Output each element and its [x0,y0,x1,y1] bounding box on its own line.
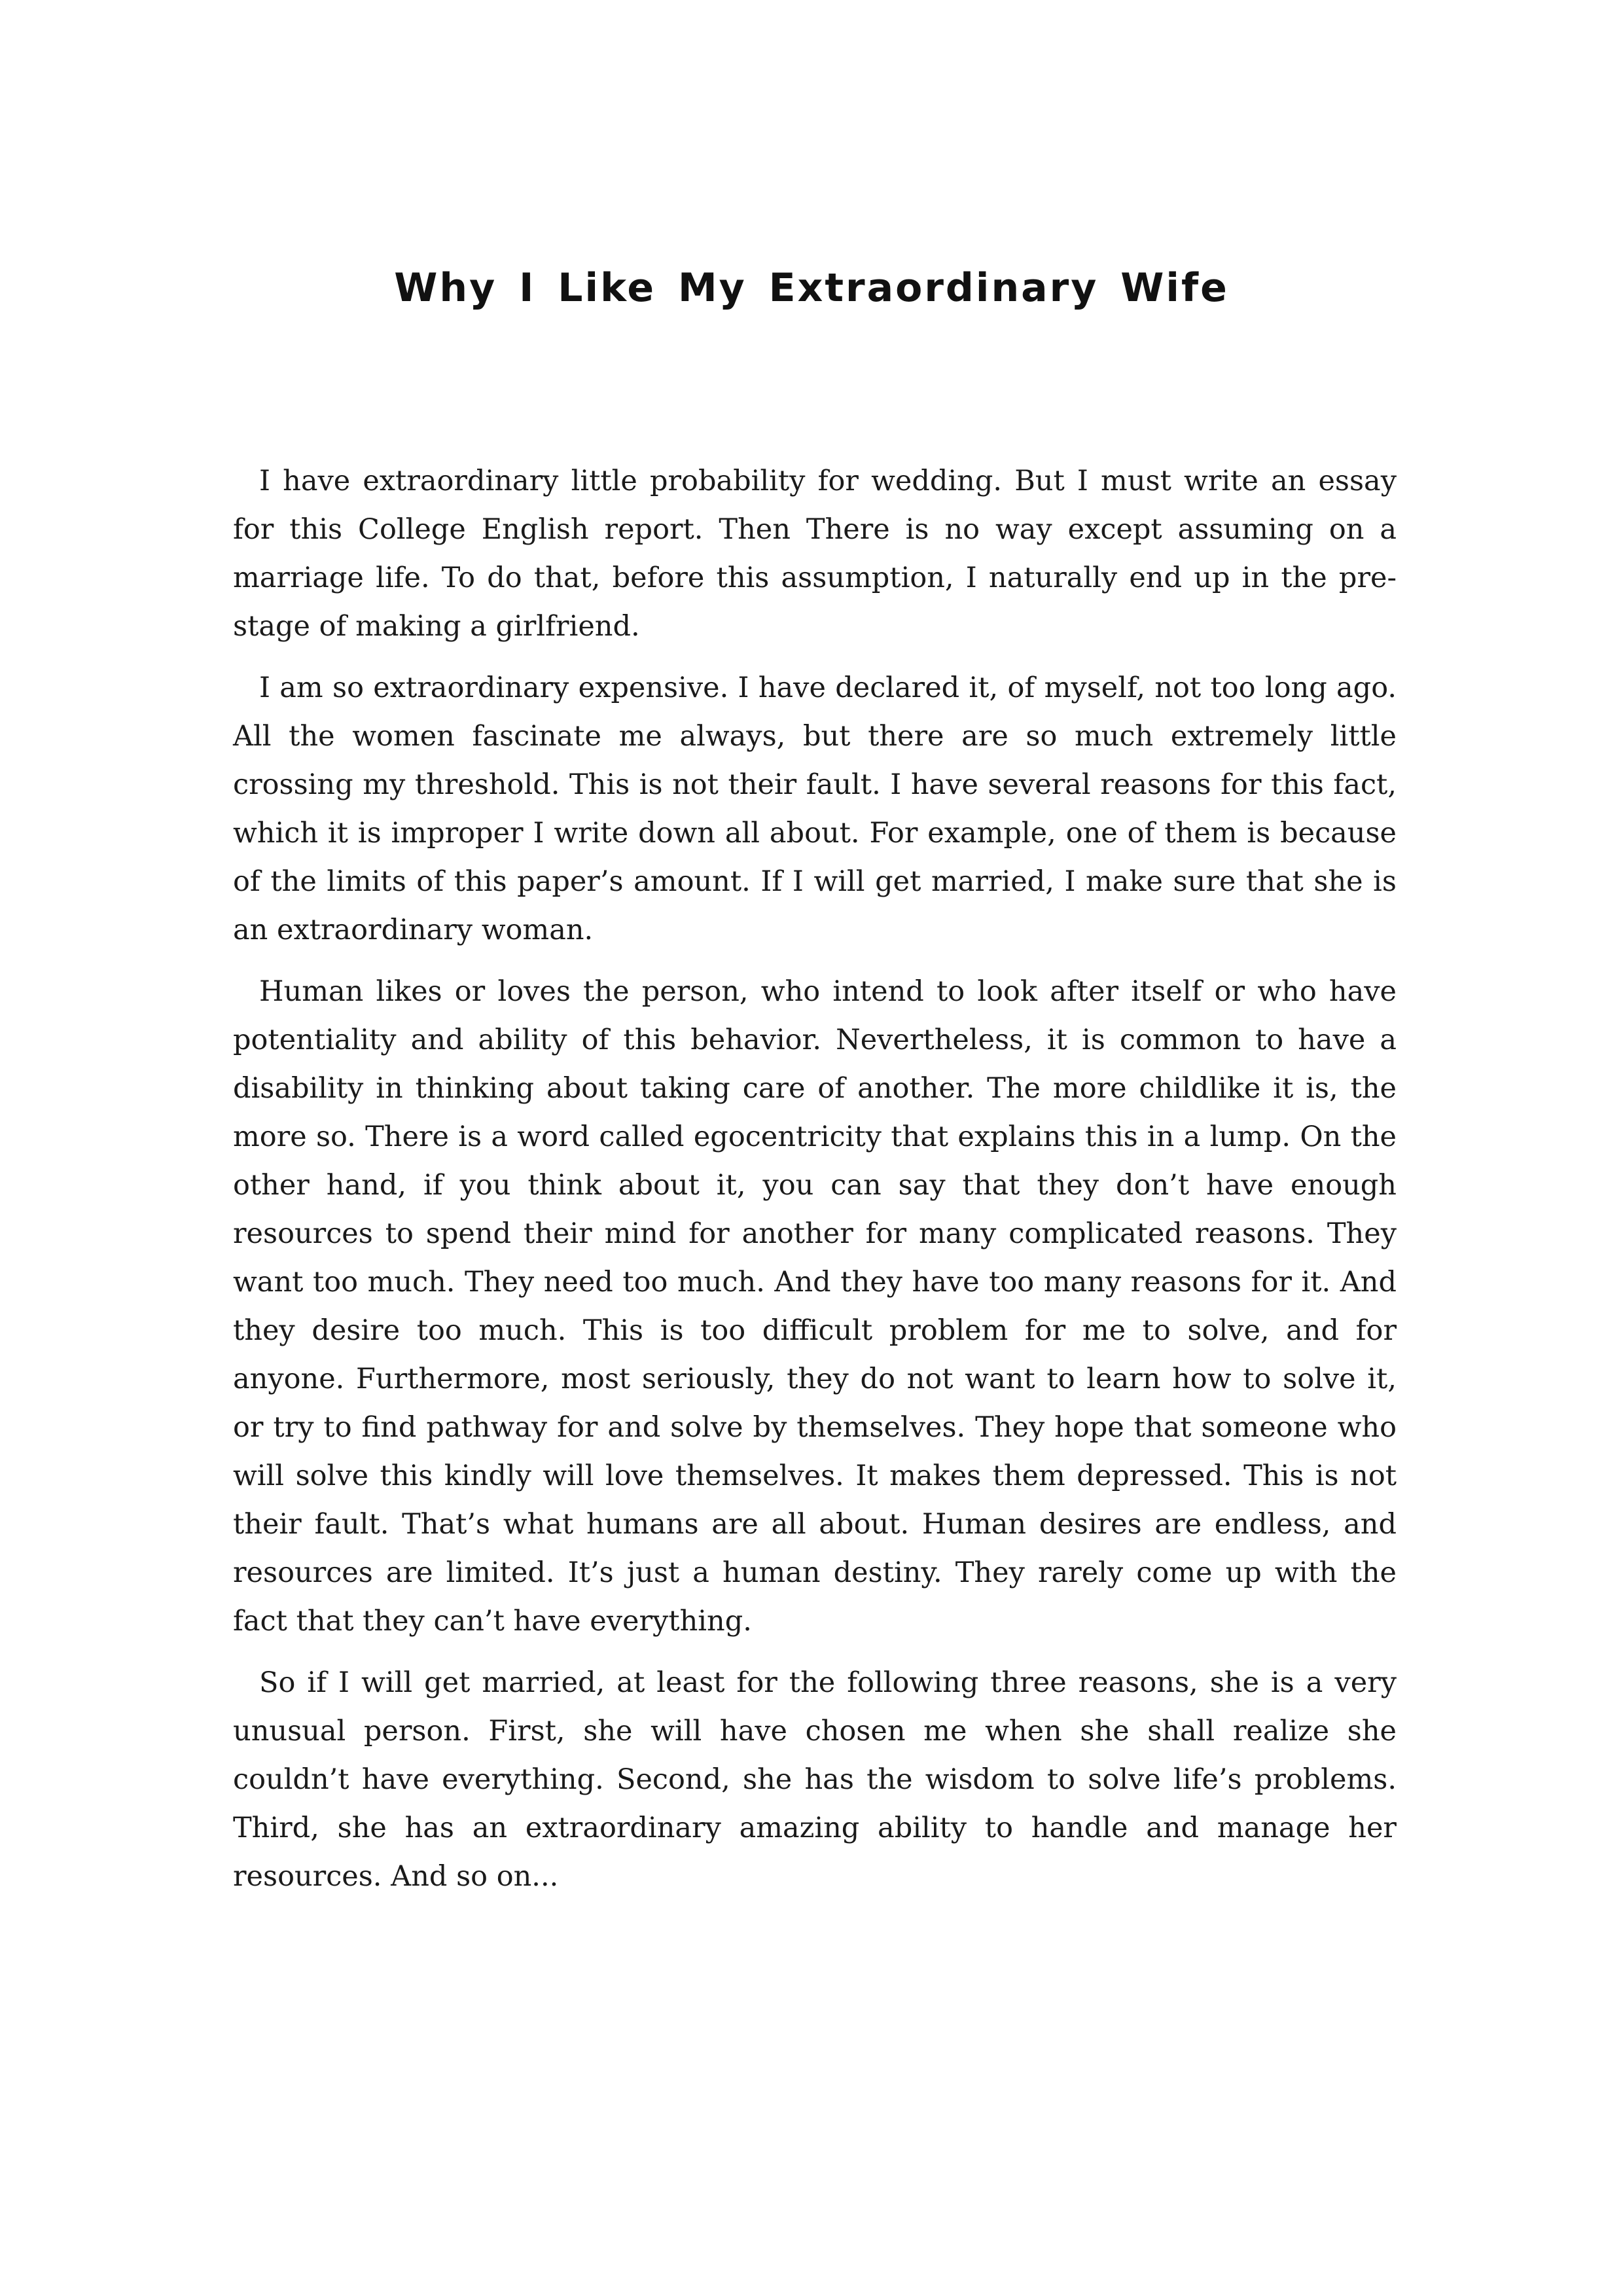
paragraph-2: I am so extraordinary expensive. I have declared it, of myself, not too long ago. All the women fascinate me always, but there are so much extremely little crossing my threshold. This is not their fault. I have several reasons for this fact, which it is improper I write down all about. For example, one of them is because of the limits of this paper’s amount. If I will get married, I make sure that she is an extraordinary woman. [233,672,1397,946]
document-title: Why I Like My Extraordinary Wife [394,265,1229,311]
paragraph-1: I have extraordinary little probability for wedding. But I must write an essay for this College English report. Then There is no way except assuming on a marriage life. To do that, before this assumption, I naturally end up in the pre-stage of making a girlfriend. [233,465,1397,643]
paragraph-3: Human likes or loves the person, who intend to look after itself or who have potentiality and ability of this behavior. Nevertheless, it is common to have a disability in thinking about taking care of another. The more childlike it is, the more so. There is a word called egocentricity that explains this in a lump. On the other hand, if you think about it, you can say that they don’t have enough resources to spend their mind for another for many complicated reasons. They want too much. They need too much. And they have too many reasons for it. And they desire too much. This is too difficult problem for me to solve, and for anyone. Furthermore, most seriously, they do not want to learn how to solve it, or try to find pathway for and solve by themselves. They hope that someone who will solve this kindly will love themselves. It makes them depressed. This is not their fault. That’s what humans are all about. Human desires are endless, and resources are limited. It’s just a human destiny. They rarely come up with the fact that they can’t have everything. [233,975,1397,1638]
document-body [233,457,1397,1914]
paragraph-4: So if I will get married, at least for the following three reasons, she is a very unusual person. First, she will have chosen me when she shall realize she couldn’t have everything. Second, she has the wisdom to solve life’s problems. Third, she has an extraordinary amazing ability to handle and manage her resources. And so on... [233,1666,1397,1893]
